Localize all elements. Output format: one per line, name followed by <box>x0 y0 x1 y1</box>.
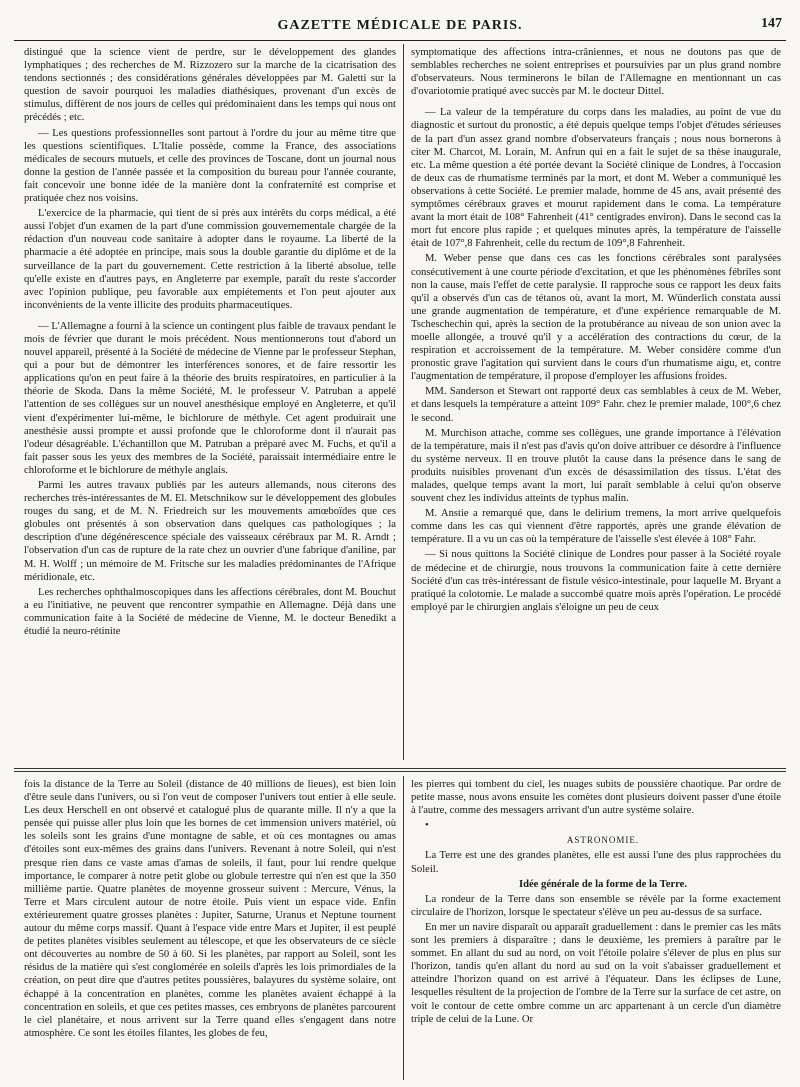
column-divider <box>403 44 404 760</box>
paragraph: — Les questions professionnelles sont partout à l'ordre du jour au même titre que les questions scientifiques. L'Italie possède, comme la France, des associations médicales de secours mutuels, et celle des provinces de Toscane, dont un journal nous donne la gestion de l'année passée et la composition du bureau pour l'année courante, fait concevoir une bonne idée de la manière dont la confraternité est comprise et pratiquée chez nos voisins. <box>24 127 396 205</box>
paragraph: — L'Allemagne a fourni à la science un contingent plus faible de travaux pendant le mois de février que durant le mois précédent. Nous mentionnerons tout d'abord un nouvel appareil, présenté à la Société de médecine de Vienne par le professeur Stephan, qui a pour but de démontrer les interférences sonores, et de faire ressortir les applications qu'on en peut faire à la théorie des bruits respiratoires, en particulier à la théorie de Skoda. Dans la même Société, M. le professeur V. Patruban a appelé l'attention de ses collègues sur un nouvel anesthésique employé en Angleterre, et qu'il vient d'expérimenter lui-même, le bichlorure de méthyle. Cet agent produirait une anesthésie aussi prompte et aussi profonde que le chloroforme dont il n'aurait pas l'odeur désagréable. L'échantillon que M. Patruban a préparé avec M. Fuchs, et qu'il a fait passer sous les yeux des membres de la Société, paraissait intermédiaire entre le chloroforme et le bichlorure de méthyle anglais. <box>24 320 396 476</box>
paragraph: Les recherches ophthalmoscopiques dans les affections cérébrales, dont M. Bouchut a eu l'initiative, ne peuvent que rencontrer sympathie en Allemagne. Déjà dans une communication faite à la Société de médecine de Vienne, M. le docteur Benedikt a étudié la neuro-rétinite <box>24 586 396 638</box>
paragraph: M. Anstie a remarqué que, dans le delirium tremens, la mort arrive quelquefois comme dans les cas qui viennent d'être rapportés, après une grande élévation de température. Il a vu un cas où la température de l'aisselle s'est élevée à 108° Fahr. <box>411 508 781 546</box>
paragraph: — La valeur de la température du corps dans les maladies, au point de vue du diagnostic et surtout du pronostic, a été depuis quelque temps l'objet d'études sérieuses de la part d'un assez grand nombre d'observateurs français ; nous nous bornerons à citer M. Charcot, M. Lorain, M. Anfrun qui en a fait le sujet de sa thèse inaugurale, etc. La même question a été portée devant la Société clinique de Londres, à l'occasion de deux cas de rhumatisme terminés par la mort, et dont M. Weber a communiqué les observations à cette Société. Le premier malade, homme de 45 ans, avait présenté des symptômes cérébraux graves et mourut rapidement dans le coma. La température avant la mort était de 108° Fahrenheit (41° centigrades environ). Dans le second cas la mort fut encore plus rapide ; et quelques minutes après, la température de l'aisselle était de 107°,8 Fahrenheit, celle du rectum de 109°,8 Fahrenheit. <box>411 107 781 250</box>
top-left-column <box>24 46 396 762</box>
paragraph: — Si nous quittons la Société clinique de Londres pour passer à la Société royale de médecine et de chirurgie, nous trouvons la communication faite à cette dernière Société d'un cas très-intéressant de fistule vésico-intestinale, pour laquelle M. Bryant a pratiqué la colotomie. Le malade a succombé quatre mois après l'opération. Le procédé employé par le chirurgien anglais s'éloigne un peu de ceux <box>411 549 781 613</box>
paragraph: M. Weber pense que dans ces cas les fonctions cérébrales sont paralysées consécutivement à une courte période d'excitation, et que les phénomènes fébriles sont non la cause, mais l'effet de cette paralysie. Il rapproche sous ce rapport les deux faits qu'il a observés d'un cas de tétanos où, avant la mort, M. Wünderlich constata aussi une grande augmentation de température, et d'une expérience remarquable de M. Tscheschechin qui, après la section de la protubérance au niveau de son union avec la moelle allongée, a trouvé qu'il y a accélération des contractions du cœur, de la respiration et accroissement de la température. M. Weber considère comme d'un pronostic grave l'agitation qui survient dans le cours d'un rhumatisme aigu, et, contre l'augmentation de température, il propose d'employer les affusions froides. <box>411 253 781 383</box>
paragraph: les pierres qui tombent du ciel, les nuages subits de poussière chaotique. Par ordre de petite masse, nous avons ensuite les comètes dont plusieurs doivent passer d'une étoile à l'autre, comme des messagers arrivant d'un autre système solaire. <box>411 779 781 817</box>
paragraph: Parmi les autres travaux publiés par les auteurs allemands, nous citerons des recherches très-intéressantes de M. El. Metschnikow sur le développement des globules rouges du sang, et de M. N. Friedreich sur les mouvements amœboïdes que ces globules ont présentés à son observation dans quelques cas pathologiques ; la description d'une dégénérescence spéciale des vaisseaux cérébraux par M. R. Arndt ; l'observation d'un cas de rupture de la rate chez un ouvrier d'une fabrique d'aniline, par M. H. Wolff ; un mémoire de M. Fritsche sur les maladies prédominantes de l'Afrique méridionale, etc. <box>24 480 396 583</box>
paragraph: La rondeur de la Terre dans son ensemble se révèle par la forme exactement circulaire de l'horizon, lorsque le spectateur s'élève un peu au-dessus de sa surface. <box>411 893 781 918</box>
paragraph: fois la distance de la Terre au Soleil (distance de 40 millions de lieues), est bien loin d'être seule dans l'univers, ou si l'on veut de composer l'univers tout entier à elle seule. Les deux Herschell en ont observé et catalogué plus de quarante mille. Il n'y a que la pensée qui puisse aller plus loin que les bornes de cet immension univers matériel, où les soleils sont les grains d'une montagne de sable, et où ces montagnes ou amas d'étoiles sont eux-mêmes des grains dans l'univers. Revenant à notre Soleil, qui n'est presque rien dans ce vaste amas d'amas de soleils, il faut, pour lui rendre quelque importance, le comparer à notre petit globe ou globule terrestre qui n'en est que la 350 millième partie. Quatre planètes de moyenne grosseur suivent : Mercure, Vénus, la Terre et Mars circulent autour de notre étoile. Puis vient un espace vide. Enfin extérieurement quatre grosses planètes : Jupiter, Saturne, Uranus et Neptune tournent autour du même corps massif. Quant à l'espace vide entre Mars et Jupiter, il est peuplé de petites planètes visibles seulement au télescope, et que les observateurs de ce siècle ont découvertes au nombre de 50 à 60. Si les planètes, par rapport au Soleil, sont les résidus de la matière qui s'est conglomérée en soleils d'après les lois primordiales de la création, on peut dire que d'autres petites poussières, balayures du système solaire, ont échappé à la concentration en planètes, comme les planètes avaient échappé à la concentration en soleils, et que ces petites masses, ces embryons de planètes parcourent le ciel planétaire, et nous arrivent sur la Terre quand elles s'engagent dans notre atmosphère. Ce sont les étoiles filantes, les globes de feu, <box>24 779 396 1039</box>
paragraph: symptomatique des affections intra-crâniennes, et nous ne doutons pas que de semblables recherches ne soient entreprises et poursuivies par un plus grand nombre d'observateurs. Nous terminerons le bilan de l'Allemagne en mentionnant un cas d'ovariotomie pratiqué avec succès par M. le docteur Dittel. <box>411 47 781 98</box>
section-divider <box>14 771 786 772</box>
column-divider <box>403 776 404 1080</box>
section-heading: ASTRONOMIE. <box>566 835 640 846</box>
page-number: 147 <box>761 16 782 31</box>
paragraph: distingué que la science vient de perdre, sur le développement des glandes lymphatiques ; des recherches de M. Rizzozero sur la marche de la cicatrisation des tendons sectionnés ; des considérations générales développées par M. Galetti sur la question de savoir pourquoi les maladies diathésiques, provenant d'un excès de stimulus, diffèrent de nos jours de celles qui prédominaient dans les temps qui nous ont précédés ; etc. <box>24 47 396 124</box>
paragraph: MM. Sanderson et Stewart ont rapporté deux cas semblables à ceux de M. Weber, et dans lesquels la température a atteint 109° Fahr. chez le premier malade, 100°,6 chez le second. <box>411 386 781 424</box>
top-right-column <box>411 46 781 762</box>
bottom-left-column <box>24 778 396 1078</box>
subsection-heading: Idée générale de la forme de la Terre. <box>518 878 688 890</box>
paragraph: La Terre est une des grandes planètes, elle est aussi l'une des plus rapprochées du Soleil. <box>411 850 781 875</box>
journal-title: GAZETTE MÉDICALE DE PARIS. <box>277 18 523 33</box>
paragraph: L'exercice de la pharmacie, qui tient de si près aux intérêts du corps médical, a été aussi l'objet d'un examen de la part d'une commission gouvernementale chargée de la rédaction d'un nouveau code sanitaire à adopter dans le royaume. La liberté de la pharmacie a été adoptée en principe, mais sous la double garantie du diplôme et de la surveillance de la part du gouvernement. Cette restriction à la liberté absolue, telle qu'elle existe en d'autres pays, en Angleterre par exemple, paraît du reste s'accorder avec l'opinion publique, peu favorable aux empiétements et l'on peut ajouter aux inconvénients de la vente illicite des produits pharmaceutiques. <box>24 208 396 311</box>
bottom-right-column <box>411 778 781 1078</box>
paragraph: M. Murchison attache, comme ses collègues, une grande importance à l'élévation de la température, mais il n'est pas d'avis qu'on doive attribuer ce désordre à l'influence du système nerveux. Il en trouve plutôt la cause dans la présence dans le sang de produits nuisibles provenant d'un excès de désassimilation des tissus. L'état des malades, quelque temps avant la mort, lui paraît semblable à celui qu'on observe souvent chez les individus atteints de typhus malin. <box>411 427 781 505</box>
section-divider <box>14 768 786 769</box>
page-header <box>14 14 786 38</box>
bullet-mark: • <box>425 820 429 832</box>
header-rule <box>14 40 786 41</box>
paragraph: En mer un navire disparaît ou apparaît graduellement : dans le premier cas les mâts sont les premiers à disparaître ; dans le deuxième, les premiers à paraître par le sommet. En allant du sud au nord, on voit l'étoile polaire s'élever de plus en plus sur l'horizon, tandis qu'en allant du nord au sud on la voit s'abaisser graduellement et atteindre l'horizon quand on est arrivé à l'équateur. Dans les éclipses de Lune, lesquelles résultent de la projection de l'ombre de la Terre sur la surface de cet astre, on voit le contour de cette ombre comme un arc appartenant à un cercle d'un diamètre triple de celui de la Lune. Or <box>411 921 781 1025</box>
